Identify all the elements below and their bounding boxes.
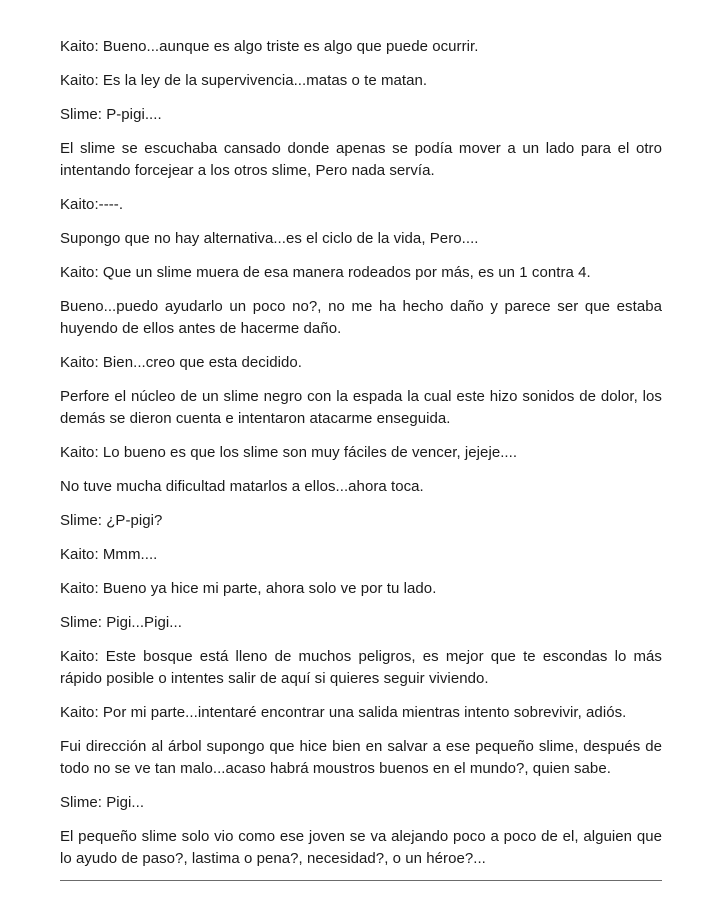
paragraph-16: Slime: Pigi...Pigi...: [60, 614, 182, 631]
bottom-divider: [60, 880, 662, 881]
paragraph-11: Kaito: Lo bueno es que los slime son muy fáciles de vencer, jejeje....: [60, 444, 518, 461]
paragraph-15: Kaito: Bueno ya hice mi parte, ahora solo ve por tu lado.: [60, 580, 437, 597]
paragraph-12: No tuve mucha dificultad matarlos a ellos...ahora toca.: [60, 478, 424, 495]
paragraph-6: Supongo que no hay alternativa...es el ciclo de la vida, Pero....: [60, 230, 479, 247]
paragraph-4: El slime se escuchaba cansado donde apenas se podía mover a un lado para el otro intentando forcejear a los otros slime, Pero nada servía.: [60, 140, 662, 179]
document-page: [60, 36, 662, 870]
paragraph-14: Kaito: Mmm....: [60, 546, 158, 563]
paragraph-8: Bueno...puedo ayudarlo un poco no?, no me ha hecho daño y parece ser que estaba huyendo de ellos antes de hacerme daño.: [60, 298, 662, 337]
paragraph-1: Kaito: Bueno...aunque es algo triste es algo que puede ocurrir.: [60, 38, 479, 55]
paragraph-9: Kaito: Bien...creo que esta decidido.: [60, 354, 303, 371]
paragraph-13: Slime: ¿P-pigi?: [60, 512, 163, 529]
paragraph-2: Kaito: Es la ley de la supervivencia...matas o te matan.: [60, 72, 428, 89]
paragraph-10: Perfore el núcleo de un slime negro con la espada la cual este hizo sonidos de dolor, los demás se dieron cuenta e intentaron atacarme enseguida.: [60, 388, 662, 427]
paragraph-5: Kaito:----.: [60, 196, 124, 213]
paragraph-18: Kaito: Por mi parte...intentaré encontrar una salida mientras intento sobrevivir, adiós.: [60, 704, 627, 721]
paragraph-17: Kaito: Este bosque está lleno de muchos peligros, es mejor que te escondas lo más rápido posible o intentes salir de aquí si quieres seguir viviendo.: [60, 648, 662, 687]
paragraph-3: Slime: P-pigi....: [60, 106, 162, 123]
paragraph-7: Kaito: Que un slime muera de esa manera rodeados por más, es un 1 contra 4.: [60, 264, 591, 281]
paragraph-20: Slime: Pigi...: [60, 794, 145, 811]
paragraph-19: Fui dirección al árbol supongo que hice bien en salvar a ese pequeño slime, después de todo no se ve tan malo...acaso habrá moustros buenos en el mundo?, quien sabe.: [60, 738, 662, 777]
paragraph-21: El pequeño slime solo vio como ese joven se va alejando poco a poco de el, alguien que lo ayudo de paso?, lastima o pena?, necesidad?, o un héroe?...: [60, 828, 662, 867]
